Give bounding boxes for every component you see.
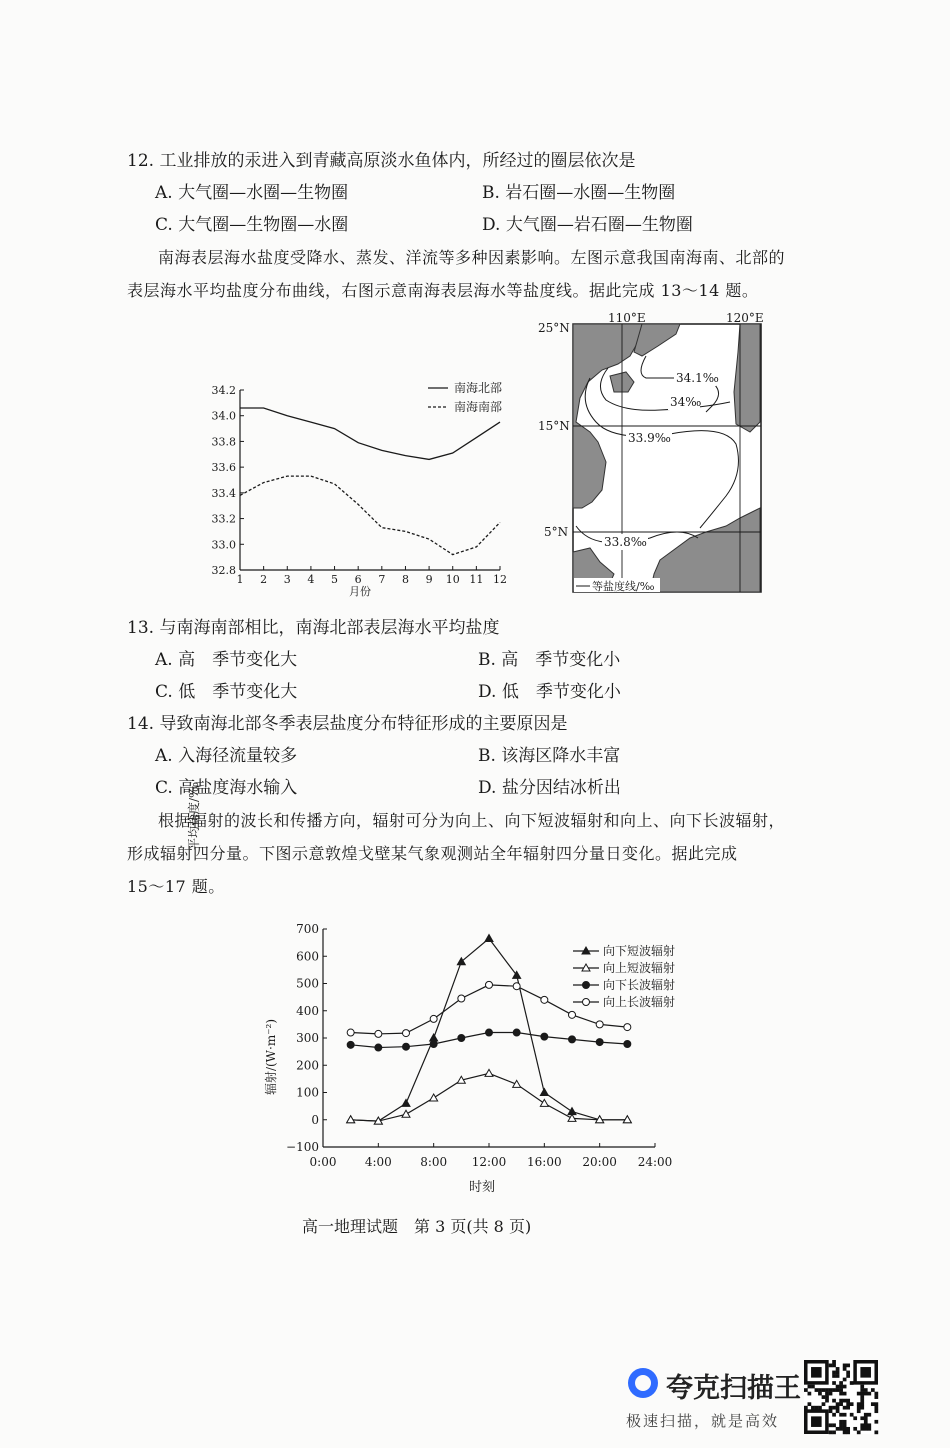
qr-module xyxy=(864,1423,868,1427)
qr-module xyxy=(846,1402,850,1406)
radiation-data-point xyxy=(430,1015,437,1022)
radiation-xtick-label: 12:00 xyxy=(471,1155,507,1169)
radiation-data-point xyxy=(485,1069,493,1076)
radiation-data-point xyxy=(458,1035,465,1042)
qr-module xyxy=(850,1381,854,1385)
radiation-data-point xyxy=(375,1030,382,1037)
qr-module xyxy=(857,1430,861,1434)
salinity-ytick-label: 34.2 xyxy=(211,384,236,397)
radiation-ytick-label: 100 xyxy=(296,1085,319,1100)
page-footer: 高一地理试题 第 3 页(共 8 页) xyxy=(302,1217,532,1236)
qr-module xyxy=(829,1430,833,1434)
salinity-chart-axes xyxy=(240,390,503,570)
qr-module xyxy=(822,1388,826,1392)
intro2-line2: 形成辐射四分量。下图示意敦煌戈壁某气象观测站全年辐射四分量日变化。据此完成 xyxy=(127,844,738,863)
radiation-data-point xyxy=(486,1029,493,1036)
qr-module xyxy=(822,1395,826,1399)
qr-module xyxy=(843,1399,847,1403)
radiation-chart-lines xyxy=(347,935,632,1125)
radiation-data-point xyxy=(596,1021,603,1028)
radiation-data-point xyxy=(458,995,465,1002)
qr-module xyxy=(843,1427,847,1431)
radiation-data-point xyxy=(375,1044,382,1051)
isohaline-label-33-8: 33.8‰ xyxy=(604,535,647,549)
map-legend: 等盐度线/‰ xyxy=(592,580,655,593)
salinity-xtick-label: 6 xyxy=(354,573,362,586)
qr-module xyxy=(874,1406,878,1410)
radiation-ytick-label: 400 xyxy=(296,1003,319,1018)
salinity-xtick-label: 11 xyxy=(469,573,484,586)
qr-module xyxy=(846,1430,850,1434)
radiation-legend-label: 向上短波辐射 xyxy=(603,961,676,975)
salinity-ytick-label: 33.2 xyxy=(211,512,236,526)
q14-option-a: A. 入海径流量较多 xyxy=(155,746,298,766)
qr-module xyxy=(864,1413,868,1417)
qr-module xyxy=(843,1413,847,1417)
salinity-ylabel: 平均盐度/‰ xyxy=(187,781,201,850)
qr-module xyxy=(836,1409,840,1413)
salinity-ytick-label: 32.8 xyxy=(211,564,236,577)
radiation-data-point xyxy=(513,983,520,990)
radiation-ytick-label: −100 xyxy=(286,1140,319,1154)
q12-option-c: C. 大气圈—生物圈—水圈 xyxy=(155,215,349,235)
radiation-legend-label: 向上长波辐射 xyxy=(603,995,676,1009)
qr-module xyxy=(843,1385,847,1389)
lat-label-25: 25°N xyxy=(538,321,570,335)
qr-module xyxy=(874,1420,878,1424)
qr-module xyxy=(832,1360,836,1364)
qr-module xyxy=(843,1420,847,1424)
qr-module xyxy=(818,1392,822,1396)
qr-module xyxy=(850,1402,854,1406)
qr-module xyxy=(846,1364,850,1368)
qr-module xyxy=(867,1427,871,1431)
radiation-ytick-label: 600 xyxy=(296,949,319,964)
salinity-xtick-label: 8 xyxy=(401,573,409,586)
radiation-data-point xyxy=(403,1030,410,1037)
salinity-ytick-label: 33.0 xyxy=(211,538,236,552)
qr-module xyxy=(836,1374,840,1378)
qr-module xyxy=(825,1399,829,1403)
radiation-xlabel: 时刻 xyxy=(468,1180,496,1195)
salinity-xtick-label: 4 xyxy=(307,573,315,586)
qr-module xyxy=(804,1388,808,1392)
radiation-ylabel: 辐射/(W·m⁻²) xyxy=(264,1018,278,1096)
qr-module xyxy=(811,1406,815,1410)
radiation-chart xyxy=(255,915,705,1200)
qr-module xyxy=(815,1388,819,1392)
series-south-china-sea-south xyxy=(240,476,500,554)
qr-module xyxy=(850,1413,854,1417)
qr-module xyxy=(836,1385,840,1389)
qr-module xyxy=(857,1406,861,1410)
qr-module xyxy=(857,1392,861,1396)
radiation-data-point xyxy=(624,1024,631,1031)
qr-module xyxy=(804,1406,808,1410)
qr-module xyxy=(867,1423,871,1427)
salinity-chart-lines xyxy=(240,408,500,555)
radiation-xtick-label: 24:00 xyxy=(637,1155,673,1169)
qr-module xyxy=(860,1388,864,1392)
radiation-data-point xyxy=(430,1040,437,1047)
qr-module xyxy=(832,1413,836,1417)
qr-module xyxy=(874,1395,878,1399)
qr-module xyxy=(846,1427,850,1431)
radiation-data-point xyxy=(485,935,493,942)
q12-stem: 12. 工业排放的汞进入到青藏高原淡水鱼体内，所经过的圈层依次是 xyxy=(127,151,636,171)
radiation-data-point xyxy=(347,1116,355,1123)
radiation-data-point xyxy=(569,1036,576,1043)
radiation-xtick-label: 4:00 xyxy=(364,1155,392,1169)
qr-module xyxy=(839,1413,843,1417)
q12-option-b: B. 岩石圈—水圈—生物圈 xyxy=(482,183,676,203)
qr-module xyxy=(864,1392,868,1396)
radiation-data-point xyxy=(430,1034,438,1041)
radiation-data-point xyxy=(402,1099,410,1106)
series-south-china-sea-north xyxy=(240,408,500,459)
qr-module xyxy=(825,1395,829,1399)
qr-module xyxy=(825,1392,829,1396)
qr-finder-inner xyxy=(860,1367,871,1378)
radiation-data-point xyxy=(347,1041,354,1048)
salinity-xtick-label: 9 xyxy=(425,573,433,586)
qr-module xyxy=(836,1406,840,1410)
qr-module xyxy=(818,1388,822,1392)
qr-module xyxy=(822,1402,826,1406)
lat-label-5: 5°N xyxy=(544,525,569,539)
qr-module xyxy=(864,1427,868,1431)
qr-module xyxy=(843,1392,847,1396)
qr-module xyxy=(832,1406,836,1410)
q13-option-a: A. 高 季节变化大 xyxy=(155,650,298,670)
q12-option-d: D. 大气圈—岩石圈—生物圈 xyxy=(482,215,693,235)
radiation-series-line xyxy=(351,985,628,1034)
qr-module xyxy=(843,1406,847,1410)
qr-module xyxy=(839,1402,843,1406)
radiation-data-point xyxy=(596,1039,603,1046)
qr-module xyxy=(874,1430,878,1434)
qr-module xyxy=(808,1402,812,1406)
radiation-legend-marker xyxy=(583,982,590,989)
qr-module xyxy=(829,1388,833,1392)
qr-module xyxy=(829,1406,833,1410)
qr-module xyxy=(832,1423,836,1427)
radiation-series-line xyxy=(351,1073,628,1121)
radiation-data-point xyxy=(540,1099,548,1106)
isohaline-label-34-1: 34.1‰ xyxy=(676,371,719,385)
qr-module xyxy=(874,1392,878,1396)
radiation-ytick-label: 0 xyxy=(311,1112,319,1127)
radiation-xtick-label: 0:00 xyxy=(309,1155,337,1169)
qr-module xyxy=(832,1371,836,1375)
qr-module xyxy=(843,1430,847,1434)
qr-module xyxy=(860,1402,864,1406)
legend-north: 南海北部 xyxy=(454,381,503,395)
qr-module xyxy=(871,1388,875,1392)
qr-module xyxy=(860,1427,864,1431)
radiation-xtick-label: 16:00 xyxy=(527,1155,562,1169)
qr-module xyxy=(864,1388,868,1392)
radiation-data-point xyxy=(403,1043,410,1050)
q13-option-d: D. 低 季节变化小 xyxy=(478,682,621,702)
qr-module xyxy=(839,1388,843,1392)
intro1-line2: 表层海水平均盐度分布曲线，右图示意南海表层海水等盐度线。据此完成 13～14 题。 xyxy=(127,281,759,300)
watermark-brand: 夸克扫描王 xyxy=(666,1373,801,1404)
q13-option-c: C. 低 季节变化大 xyxy=(155,682,298,702)
qr-module xyxy=(829,1392,833,1396)
radiation-ytick-label: 700 xyxy=(296,922,319,936)
salinity-xtick-label: 2 xyxy=(260,573,268,586)
qr-module xyxy=(860,1392,864,1396)
salinity-xtick-label: 10 xyxy=(445,573,460,586)
qr-module xyxy=(832,1430,836,1434)
qr-module xyxy=(860,1423,864,1427)
isohaline-label-34: 34‰ xyxy=(670,395,702,409)
qr-module xyxy=(832,1364,836,1368)
radiation-ytick-label: 200 xyxy=(296,1058,319,1073)
isohaline-label-33-9: 33.9‰ xyxy=(628,431,671,445)
qr-module xyxy=(846,1374,850,1378)
q14-option-b: B. 该海区降水丰富 xyxy=(478,746,621,766)
salinity-xtick-label: 1 xyxy=(236,573,244,586)
qr-module xyxy=(836,1371,840,1375)
radiation-data-point xyxy=(541,1033,548,1040)
legend-south: 南海南部 xyxy=(454,400,503,414)
q14-option-d: D. 盐分因结冰析出 xyxy=(478,778,621,798)
qr-module xyxy=(867,1413,871,1417)
qr-module xyxy=(839,1385,843,1389)
salinity-ytick-label: 33.4 xyxy=(211,486,236,500)
qr-module xyxy=(839,1392,843,1396)
qr-module xyxy=(839,1399,843,1403)
lon-label-120: 120°E xyxy=(726,311,764,325)
qr-module xyxy=(839,1423,843,1427)
qr-module xyxy=(864,1420,868,1424)
radiation-data-point xyxy=(430,1094,438,1101)
qr-module xyxy=(808,1392,812,1396)
qr-finder-inner xyxy=(811,1367,822,1378)
radiation-chart-ticks xyxy=(286,922,672,1169)
qr-module xyxy=(832,1381,836,1385)
radiation-data-point xyxy=(624,1040,631,1047)
radiation-data-point xyxy=(568,1114,576,1121)
radiation-data-point xyxy=(347,1029,354,1036)
radiation-data-point xyxy=(569,1011,576,1018)
radiation-data-point xyxy=(402,1110,410,1117)
qr-module xyxy=(832,1388,836,1392)
salinity-ytick-label: 33.8 xyxy=(211,435,236,449)
intro2-line3: 15～17 题。 xyxy=(127,877,225,896)
south-china-sea-map xyxy=(530,312,775,600)
qr-module xyxy=(839,1420,843,1424)
radiation-data-point xyxy=(540,1089,548,1096)
intro2-line1: 根据辐射的波长和传播方向，辐射可分为向上、向下短波辐射和向上、向下长波辐射， xyxy=(158,811,786,830)
radiation-legend xyxy=(573,943,675,1009)
qr-module xyxy=(818,1406,822,1410)
radiation-ytick-label: 300 xyxy=(296,1031,319,1045)
qr-module xyxy=(829,1423,833,1427)
salinity-chart-ticks xyxy=(212,384,508,586)
radiation-data-point xyxy=(541,996,548,1003)
qr-module xyxy=(836,1402,840,1406)
salinity-xtick-label: 7 xyxy=(378,573,386,586)
qr-module xyxy=(846,1399,850,1403)
lat-label-15: 15°N xyxy=(538,419,570,433)
q12-option-a: A. 大气圈—水圈—生物圈 xyxy=(155,183,349,203)
salinity-xtick-label: 12 xyxy=(493,573,507,586)
qr-module xyxy=(874,1409,878,1413)
qr-module xyxy=(846,1371,850,1375)
radiation-legend-label: 向下长波辐射 xyxy=(603,978,676,992)
salinity-ytick-label: 33.6 xyxy=(211,461,236,475)
q14-option-c: C. 高盐度海水输入 xyxy=(155,778,298,798)
qr-module xyxy=(836,1388,840,1392)
qr-module xyxy=(843,1423,847,1427)
qr-module xyxy=(871,1402,875,1406)
salinity-xtick-label: 3 xyxy=(283,573,291,586)
radiation-legend-marker xyxy=(583,999,590,1006)
salinity-xlabel: 月份 xyxy=(349,585,371,598)
q13-stem: 13. 与南海南部相比，南海北部表层海水平均盐度 xyxy=(127,618,500,638)
qr-module xyxy=(867,1392,871,1396)
salinity-xtick-label: 5 xyxy=(331,573,339,586)
qr-module xyxy=(853,1427,857,1431)
radiation-data-point xyxy=(513,1029,520,1036)
qr-module xyxy=(832,1374,836,1378)
qr-module xyxy=(857,1409,861,1413)
qr-module xyxy=(843,1367,847,1371)
qr-module xyxy=(829,1364,833,1368)
qr-module xyxy=(836,1367,840,1371)
radiation-data-point xyxy=(486,981,493,988)
radiation-xtick-label: 8:00 xyxy=(420,1155,448,1169)
radiation-xtick-label: 20:00 xyxy=(582,1155,617,1169)
qr-module xyxy=(836,1427,840,1431)
qr-module xyxy=(815,1406,819,1410)
radiation-legend-label: 向下短波辐射 xyxy=(603,944,676,958)
qr-module xyxy=(825,1388,829,1392)
radiation-ytick-label: 500 xyxy=(296,976,319,991)
qr-module xyxy=(874,1402,878,1406)
qr-module xyxy=(860,1385,864,1389)
watermark-slogan: 极速扫描，就是高效 xyxy=(626,1412,780,1430)
lon-label-110: 110°E xyxy=(608,311,646,325)
qr-module xyxy=(843,1378,847,1382)
qr-module xyxy=(839,1427,843,1431)
qr-module xyxy=(860,1395,864,1399)
qr-module xyxy=(860,1399,864,1403)
qr-module xyxy=(860,1416,864,1420)
q13-option-b: B. 高 季节变化小 xyxy=(478,650,621,670)
qr-module xyxy=(860,1406,864,1410)
qr-finder-inner xyxy=(811,1416,822,1427)
q14-stem: 14. 导致南海北部冬季表层盐度分布特征形成的主要原因是 xyxy=(127,714,568,734)
qr-module xyxy=(853,1416,857,1420)
quark-logo-icon xyxy=(628,1368,658,1398)
qr-code-icon xyxy=(804,1360,878,1434)
intro1-line1: 南海表层海水盐度受降水、蒸发、洋流等多种因素影响。左图示意我国南海南、北部的 xyxy=(158,248,786,267)
qr-module xyxy=(811,1385,815,1389)
salinity-ytick-label: 34.0 xyxy=(211,409,236,423)
qr-module xyxy=(864,1416,868,1420)
qr-module xyxy=(843,1364,847,1368)
qr-module xyxy=(808,1385,812,1389)
qr-module xyxy=(839,1381,843,1385)
scanner-watermark xyxy=(620,1360,800,1440)
qr-module xyxy=(829,1409,833,1413)
qr-module xyxy=(846,1406,850,1410)
qr-module xyxy=(832,1399,836,1403)
qr-module xyxy=(857,1402,861,1406)
